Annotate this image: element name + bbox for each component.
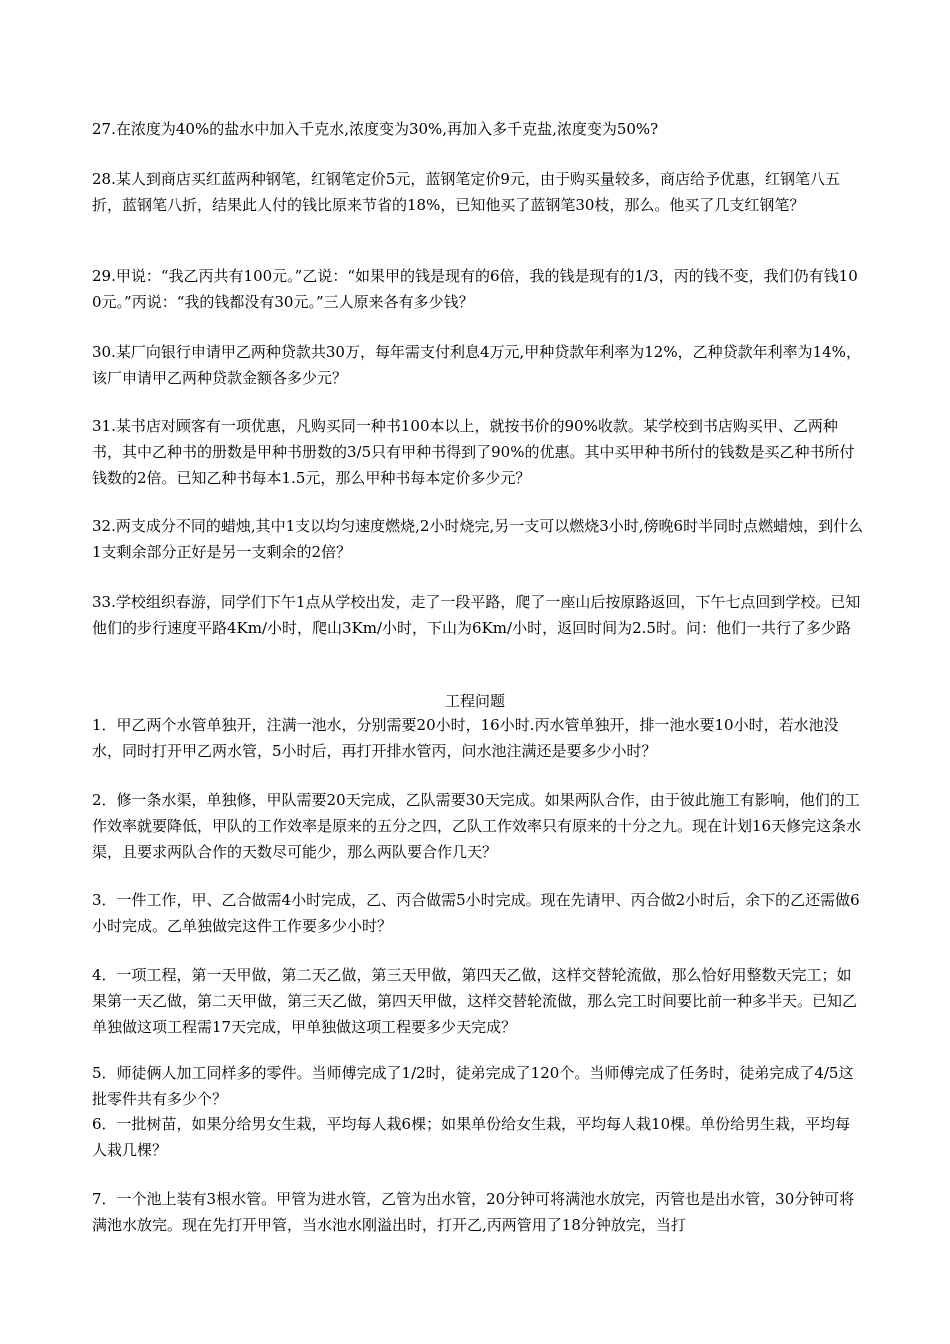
engineering-problem-4: 4．一项工程，第一天甲做，第二天乙做，第三天甲做，第四天乙做，这样交替轮流做，那么恰好用整数天完工；如果第一天乙做，第二天甲做，第三天乙做，第四天甲做，这样交替轮流做，那么完工时间要比前一种多半天。已知乙单独做这项工程需17天完成，甲单独做这项工程要多少天完成？ [92, 966, 858, 1036]
engineering-problem-3: 3．一件工作，甲、乙合做需4小时完成，乙、丙合做需5小时完成。现在先请甲、丙合做2小时后，余下的乙还需做6小时完成。乙单独做完这件工作要多少小时？ [92, 891, 860, 935]
problem-33: 33.学校组织春游，同学们下午1点从学校出发，走了一段平路，爬了一座山后按原路返回，下午七点回到学校。已知他们的步行速度平路4Km/小时，爬山3Km/小时，下山为6Km/小时，返回时间为2.5时。问：他们一共行了多少路 [92, 593, 861, 637]
problem-27: 27.在浓度为40%的盐水中加入千克水,浓度变为30%,再加入多千克盐,浓度变为50%? [92, 120, 659, 138]
problem-30: 30.某厂向银行申请甲乙两种贷款共30万，每年需支付利息4万元,甲种贷款年利率为12%，乙种贷款年利率为14%，该厂申请甲乙两种贷款金额各多少元？ [92, 343, 861, 387]
engineering-problem-7: 7．一个池上装有3根水管。甲管为进水管，乙管为出水管，20分钟可将满池水放完，丙管也是出水管，30分钟可将满池水放完。现在先打开甲管，当水池水刚溢出时，打开乙,丙两管用了18分钟放完，当打 [92, 1190, 855, 1234]
engineering-problem-5: 5．师徒俩人加工同样多的零件。当师傅完成了1/2时，徒弟完成了120个。当师傅完成了任务时，徒弟完成了4/5这批零件共有多少个？ [92, 1064, 854, 1108]
engineering-problem-2: 2．修一条水渠，单独修，甲队需要20天完成，乙队需要30天完成。如果两队合作，由于彼此施工有影响，他们的工作效率就要降低，甲队的工作效率是原来的五分之四，乙队工作效率只有原来的十分之九。现在计划16天修完这条水渠，且要求两队合作的天数尽可能少，那么两队要合作几天？ [92, 791, 862, 861]
section-title: 工程问题 [444, 692, 505, 710]
problem-32: 32.两支成分不同的蜡烛,其中1支以均匀速度燃烧,2小时烧完,另一支可以燃烧3小时,傍晚6时半同时点燃蜡烛，到什么1支剩余部分正好是另一支剩余的2倍？ [92, 517, 864, 561]
problem-29: 29.甲说：“我乙丙共有100元。”乙说：“如果甲的钱是现有的6倍，我的钱是现有的1/3，丙的钱不变，我们仍有钱100元。”丙说：“我的钱都没有30元。”三人原来各有多少钱？ [92, 267, 858, 311]
problem-31: 31.某书店对顾客有一项优惠，凡购买同一种书100本以上，就按书价的90%收款。某学校到书店购买甲、乙两种书，其中乙种书的册数是甲种书册数的3/5只有甲种书得到了90%的优惠。其中买甲种书所付的钱数是买乙种书所付钱数的2倍。已知乙种书每本1.5元，那么甲种书每本定价多少元？ [92, 417, 855, 487]
engineering-problem-6: 6．一批树苗，如果分给男女生栽，平均每人栽6棵；如果单份给女生栽，平均每人栽10棵。单份给男生栽，平均每人栽几棵？ [92, 1115, 851, 1159]
problem-28: 28.某人到商店买红蓝两种钢笔，红钢笔定价5元，蓝钢笔定价9元，由于购买量较多，商店给予优惠，红钢笔八五折，蓝钢笔八折，结果此人付的钱比原来节省的18%，已知他买了蓝钢笔30枝，那么。他买了几支红钢笔？ [92, 170, 840, 214]
engineering-problem-1: 1．甲乙两个水管单独开，注满一池水，分别需要20小时，16小时.丙水管单独开，排一池水要10小时，若水池没水，同时打开甲乙两水管，5小时后，再打开排水管丙，问水池注满还是要多少小时？ [92, 716, 839, 760]
